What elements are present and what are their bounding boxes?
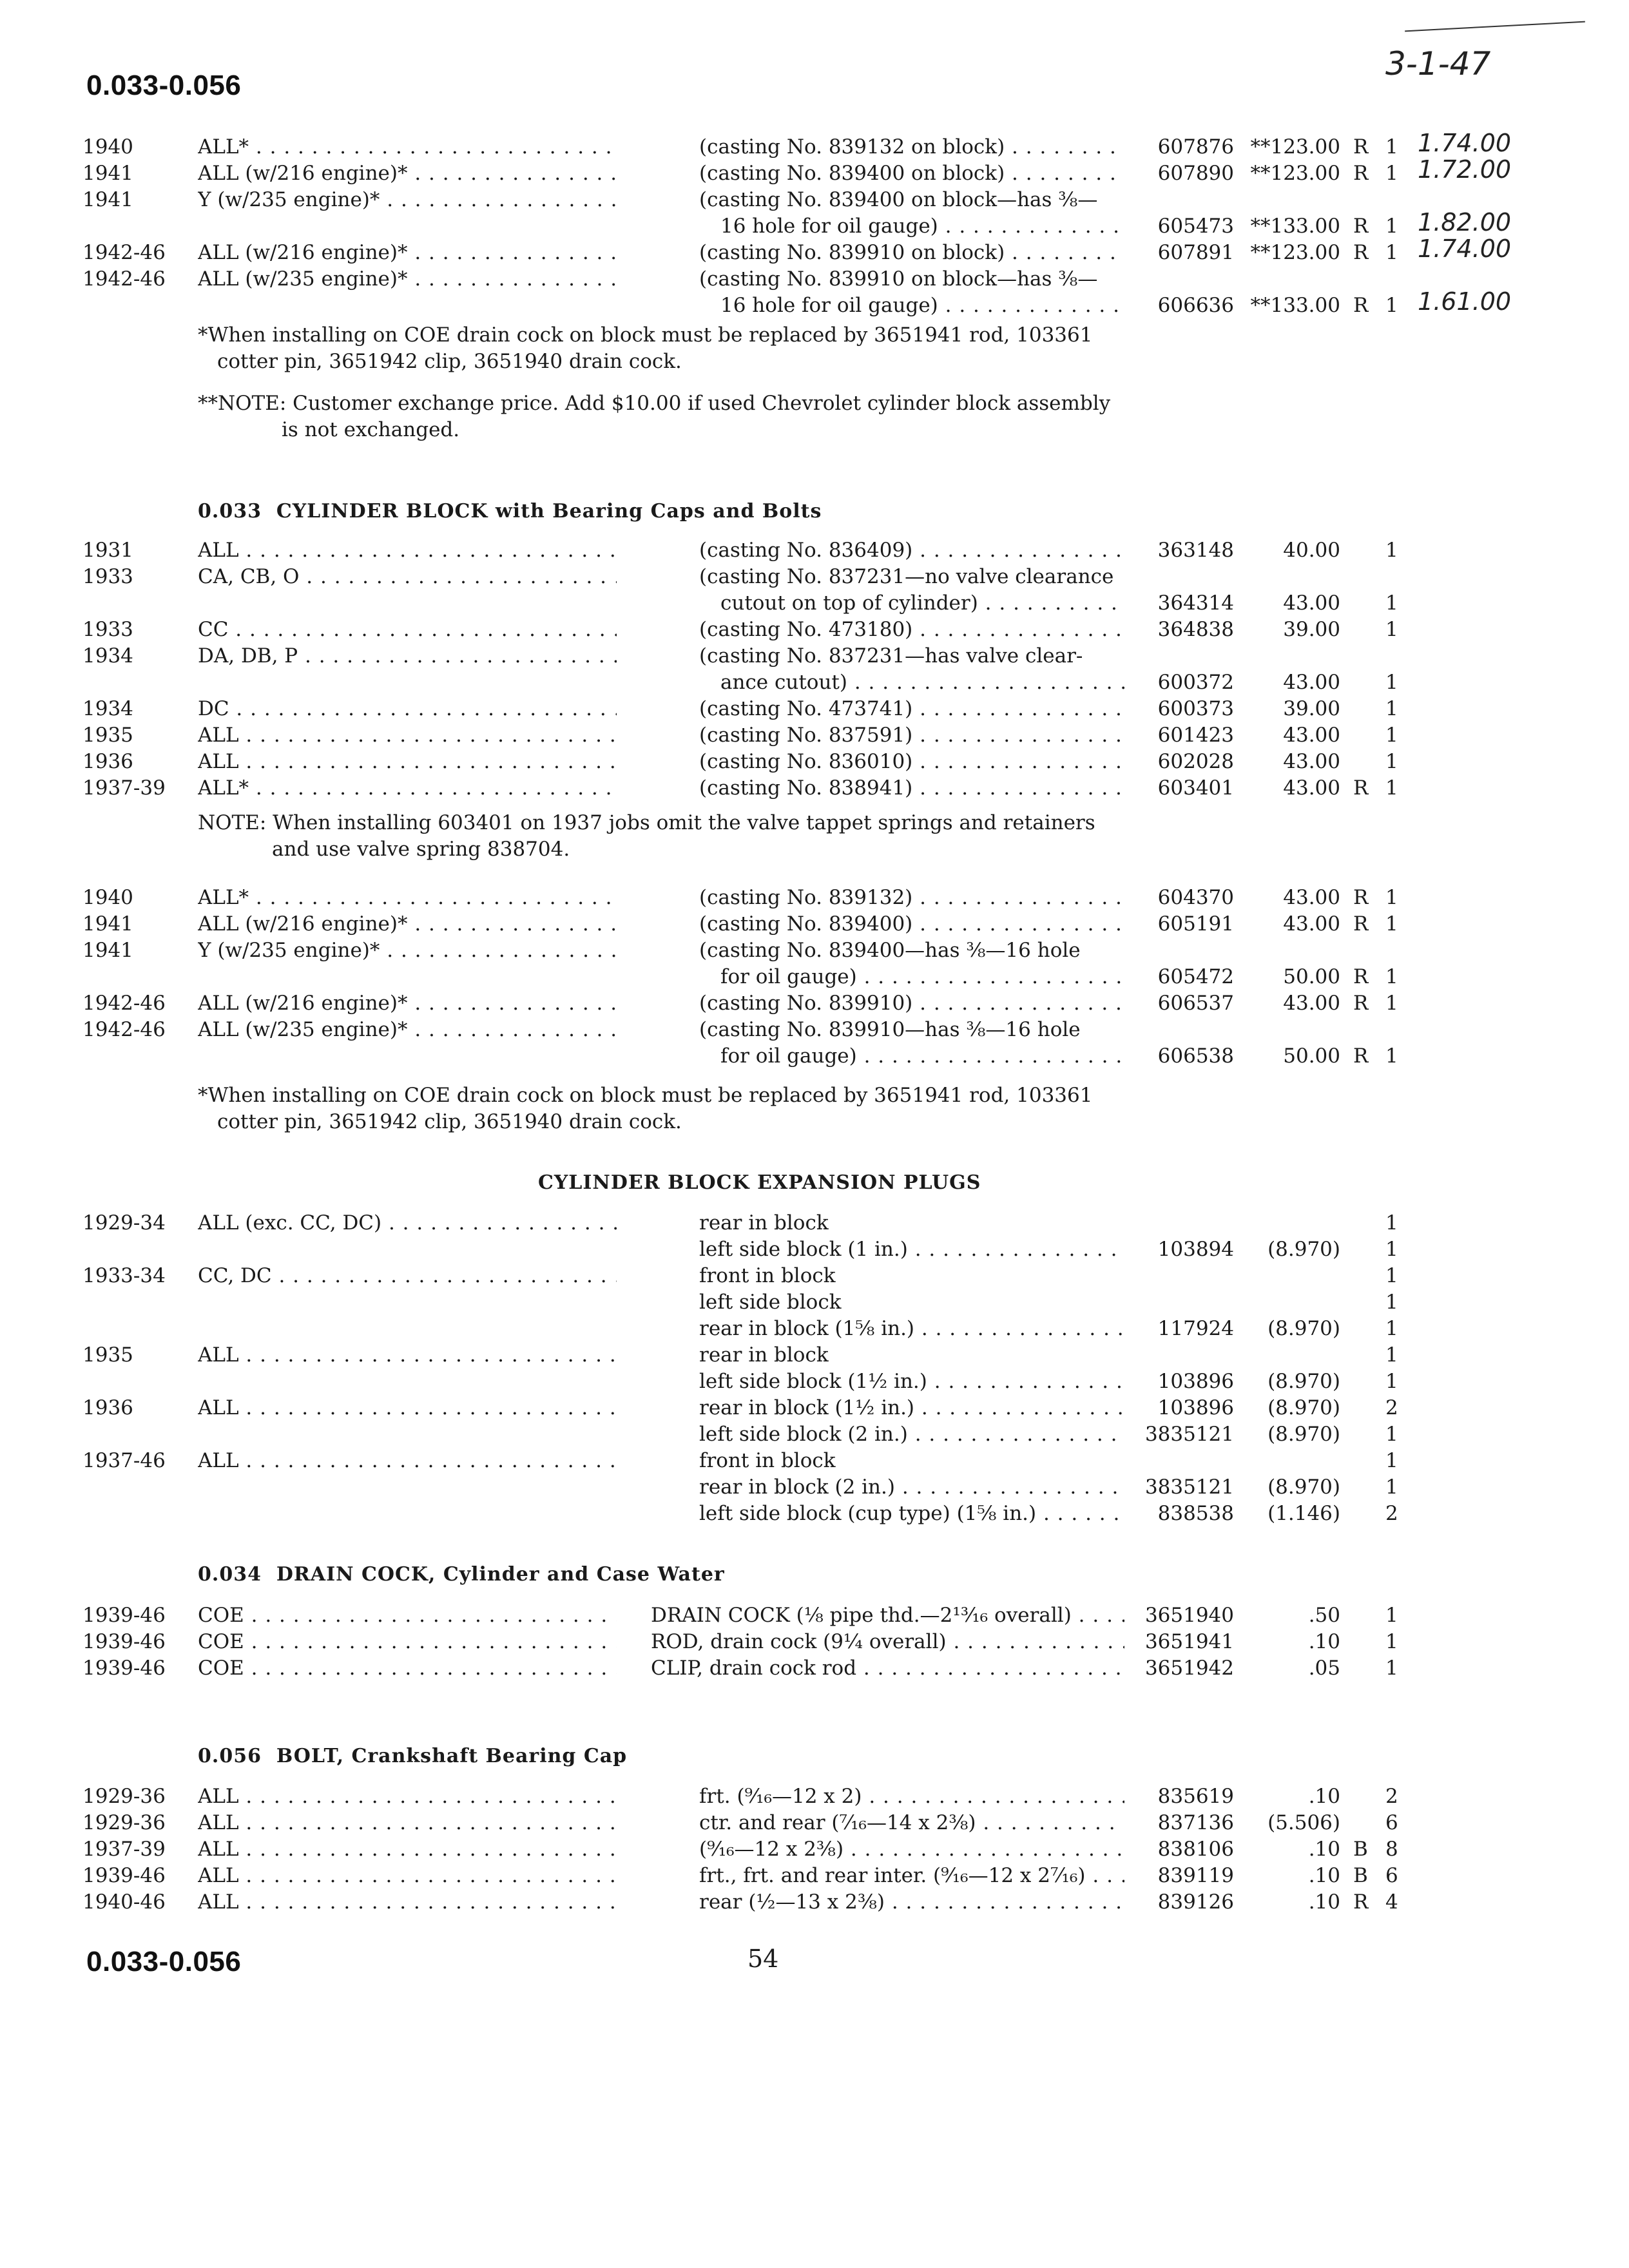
quantity-cell: 1 [1385,671,1398,694]
table-row [0,1017,1629,1043]
handwritten-price: 1.72.00 [1418,155,1512,184]
model-cell: ALL* . . . [198,134,617,160]
table-row [0,964,1629,990]
description-cell: (casting No. 838941) . . . [699,775,1124,802]
quantity-cell: 6 [1385,1864,1398,1887]
table-row [0,1836,1629,1863]
flag-cell: B [1353,1864,1368,1887]
table-row [0,293,1629,319]
quantity-cell: 1 [1385,1604,1398,1627]
model-cell: ALL . . . [198,1889,617,1916]
part-number-cell: 117924 [1157,1317,1234,1340]
part-number-cell: 103896 [1157,1396,1234,1419]
table-row [0,1629,1629,1655]
year-cell: 1936 [82,750,133,773]
part-number-cell: 835619 [1157,1785,1234,1808]
quantity-cell: 1 [1385,215,1398,238]
part-number-cell: 3835121 [1144,1423,1234,1446]
description-cell: rear in block (2 in.) . . . [699,1474,1124,1501]
quantity-cell: 2 [1385,1396,1398,1419]
part-number-cell: 607891 [1157,241,1234,264]
model-cell: Y (w/235 engine)* . . . [198,937,617,964]
part-number-cell: 606538 [1157,1044,1234,1068]
flag-cell: R [1353,135,1369,159]
table-row [0,937,1629,964]
description-cell: ance cutout) . . . [720,669,1124,696]
description-cell: (casting No. 839132) . . . [699,885,1124,911]
quantity-cell: 1 [1385,591,1398,615]
description-cell: (casting No. 836010) . . . [699,749,1124,775]
description-cell: for oil gauge) . . . [720,1043,1124,1070]
table-row [0,911,1629,937]
quantity-cell: 1 [1385,1264,1398,1287]
part-number-cell: 607890 [1157,162,1234,185]
price-cell: 43.00 [1283,750,1340,773]
quantity-cell: 1 [1385,1044,1398,1068]
model-cell: ALL . . . [198,1448,617,1474]
section-056-name: BOLT, Crankshaft Bearing Cap [276,1745,628,1767]
price-cell: 43.00 [1283,671,1340,694]
flag-cell: R [1353,992,1369,1015]
section-034-name: DRAIN COCK, Cylinder and Case Water [276,1563,725,1586]
description-cell: CLIP, drain cock rod . . . [651,1655,1124,1682]
year-cell: 1935 [82,724,133,747]
model-cell: ALL . . . [198,722,617,749]
price-cell: .10 [1308,1864,1340,1887]
part-number-cell: 603401 [1157,776,1234,800]
section-033-title [198,500,822,523]
year-cell: 1941 [82,939,133,962]
note-coe-2: *When installing on COE drain cock on block must be replaced by 3651941 rod, 103361 cotter pin, 3651942 clip, 3651940 drain cock. [198,1084,1093,1133]
quantity-cell: 2 [1385,1502,1398,1525]
flag-cell: R [1353,1890,1369,1914]
quantity-cell: 1 [1385,1475,1398,1499]
note-exchange-text: **NOTE: Customer exchange price. Add $10.00 if used Chevrolet cylinder block assembly is not exchanged. [198,392,1111,441]
year-cell: 1937-39 [82,1838,166,1861]
part-number-cell: 364314 [1157,591,1234,615]
table-row [0,885,1629,911]
part-number-cell: 607876 [1157,135,1234,159]
quantity-cell: 1 [1385,618,1398,641]
section-034-title [198,1563,725,1586]
flag-cell: R [1353,1044,1369,1068]
quantity-cell: 4 [1385,1890,1398,1914]
description-cell: frt., frt. and rear inter. (⁹⁄₁₆—12 x 2⁷⁄₁₆) . . . [699,1863,1124,1889]
model-cell: CC, DC . . . [198,1263,617,1289]
price-cell: (1.146) [1268,1502,1340,1525]
price-cell: (5.506) [1268,1811,1340,1834]
handwritten-price: 1.82.00 [1418,208,1512,236]
year-cell: 1929-36 [82,1785,166,1808]
description-cell: (⁹⁄₁₆—12 x 2⅜) . . . [699,1836,1124,1863]
year-cell: 1936 [82,1396,133,1419]
note-exchange [198,390,1132,443]
year-cell: 1931 [82,539,133,562]
price-cell: .10 [1308,1838,1340,1861]
handwritten-stroke [1405,21,1585,32]
price-cell: 39.00 [1283,697,1340,720]
model-cell: ALL* . . . [198,885,617,911]
price-cell: (8.970) [1268,1396,1340,1419]
table-row [0,643,1629,669]
description-cell: front in block [699,1264,836,1287]
price-cell: **123.00 [1250,162,1340,185]
table-row [0,187,1629,213]
quantity-cell: 1 [1385,724,1398,747]
part-number-cell: 605473 [1157,215,1234,238]
description-cell: left side block (1 in.) . . . [699,1236,1124,1263]
section-056-number: 0.056 [198,1745,262,1767]
part-number-cell: 837136 [1157,1811,1234,1834]
model-cell: ALL (w/235 engine)* . . . [198,266,617,293]
price-cell: **123.00 [1250,241,1340,264]
description-cell: rear in block (1⅝ in.) . . . [699,1316,1124,1342]
table-row [0,213,1629,240]
year-cell: 1935 [82,1343,133,1367]
description-cell: (casting No. 839910—has ⅜—16 hole [699,1018,1081,1041]
table-row [0,1448,1629,1474]
model-cell: ALL* . . . [198,775,617,802]
quantity-cell: 1 [1385,886,1398,909]
model-cell: DC . . . [198,696,617,722]
model-cell: ALL . . . [198,1342,617,1369]
section-034-number: 0.034 [198,1563,262,1586]
model-cell: ALL . . . [198,1783,617,1810]
quantity-cell: 6 [1385,1811,1398,1834]
quantity-cell: 1 [1385,1238,1398,1261]
quantity-cell: 1 [1385,912,1398,936]
section-plugs-title: CYLINDER BLOCK EXPANSION PLUGS [538,1171,981,1194]
price-cell: .10 [1308,1785,1340,1808]
table-row [0,1421,1629,1448]
year-cell: 1942-46 [82,267,166,291]
year-cell: 1941 [82,188,133,211]
page-number: 54 [747,1945,779,1973]
description-cell: (casting No. 839400) . . . [699,911,1124,937]
table-row [0,266,1629,293]
section-056-title [198,1745,627,1767]
table-row [0,990,1629,1017]
table-row [0,696,1629,722]
table-row [0,1602,1629,1629]
part-number-cell: 600373 [1157,697,1234,720]
table-row [0,1863,1629,1889]
table-row [0,1210,1629,1236]
model-cell: ALL (w/216 engine)* . . . [198,911,617,937]
year-cell: 1937-46 [82,1449,166,1472]
table-row [0,1043,1629,1070]
description-cell: (casting No. 839400—has ⅜—16 hole [699,939,1081,962]
note-603401-text: NOTE: When installing 603401 on 1937 jobs omit the valve tappet springs and retainers and use valve spring 838704. [198,811,1095,861]
price-cell: .05 [1308,1657,1340,1680]
table-row [0,669,1629,696]
quantity-cell: 1 [1385,965,1398,988]
model-cell: ALL (w/235 engine)* . . . [198,1017,617,1043]
handwritten-price: 1.74.00 [1418,235,1512,263]
quantity-cell: 8 [1385,1838,1398,1861]
year-cell: 1940-46 [82,1890,166,1914]
description-cell: cutout on top of cylinder) . . . [720,590,1124,617]
description-cell: 16 hole for oil gauge) . . . [720,293,1124,319]
description-cell: left side block (1½ in.) . . . [699,1369,1124,1395]
model-cell: COE . . . [198,1602,617,1629]
price-cell: 43.00 [1283,886,1340,909]
table-row [0,1783,1629,1810]
description-cell: (casting No. 473180) . . . [699,617,1124,643]
price-cell: 43.00 [1283,992,1340,1015]
quantity-cell: 1 [1385,1291,1398,1314]
flag-cell: R [1353,965,1369,988]
part-number-cell: 103894 [1157,1238,1234,1261]
part-number-cell: 601423 [1157,724,1234,747]
part-number-cell: 103896 [1157,1370,1234,1393]
quantity-cell: 1 [1385,1370,1398,1393]
table-row [0,1342,1629,1369]
quantity-cell: 1 [1385,697,1398,720]
handwritten-price: 1.61.00 [1418,287,1512,316]
model-cell: COE . . . [198,1655,617,1682]
part-number-cell: 605191 [1157,912,1234,936]
year-cell: 1939-46 [82,1864,166,1887]
price-cell: .10 [1308,1630,1340,1653]
year-cell: 1939-46 [82,1657,166,1680]
description-cell: (casting No. 839910) . . . [699,990,1124,1017]
quantity-cell: 1 [1385,241,1398,264]
flag-cell: R [1353,912,1369,936]
note-603401 [198,810,1132,863]
running-head-bottom: 0.033-0.056 [86,1946,242,1977]
table-row [0,1263,1629,1289]
description-cell: (casting No. 837591) . . . [699,722,1124,749]
quantity-cell: 1 [1385,135,1398,159]
description-cell: for oil gauge) . . . [720,964,1124,990]
model-cell: ALL (w/216 engine)* . . . [198,990,617,1017]
description-cell: rear in block [699,1211,829,1235]
table-row [0,749,1629,775]
price-cell: .50 [1308,1604,1340,1627]
description-cell: (casting No. 839132 on block) . . . [699,134,1124,160]
description-cell: (casting No. 837231—has valve clear- [699,644,1083,668]
section-033-number: 0.033 [198,500,262,523]
description-cell: ctr. and rear (⁷⁄₁₆—14 x 2⅜) . . . [699,1810,1124,1836]
part-number-cell: 838106 [1157,1838,1234,1861]
model-cell: ALL (w/216 engine)* . . . [198,240,617,266]
running-head-top: 0.033-0.056 [86,70,242,101]
description-cell: (casting No. 837231—no valve clearance [699,565,1114,588]
quantity-cell: 1 [1385,1211,1398,1235]
model-cell: CA, CB, O . . . [198,564,617,590]
table-row [0,1289,1629,1316]
part-number-cell: 602028 [1157,750,1234,773]
description-cell: (casting No. 839910 on block—has ⅜— [699,267,1098,291]
price-cell: 39.00 [1283,618,1340,641]
price-cell: (8.970) [1268,1317,1340,1340]
year-cell: 1933 [82,565,133,588]
description-cell: (casting No. 836409) . . . [699,537,1124,564]
part-number-cell: 3835121 [1144,1475,1234,1499]
price-cell: **123.00 [1250,135,1340,159]
model-cell: DA, DB, P . . . [198,643,617,669]
quantity-cell: 1 [1385,1317,1398,1340]
description-cell: left side block (2 in.) . . . [699,1421,1124,1448]
quantity-cell: 1 [1385,1657,1398,1680]
price-cell: (8.970) [1268,1238,1340,1261]
year-cell: 1934 [82,697,133,720]
year-cell: 1942-46 [82,992,166,1015]
part-number-cell: 604370 [1157,886,1234,909]
flag-cell: B [1353,1838,1368,1861]
model-cell: ALL . . . [198,1810,617,1836]
part-number-cell: 606537 [1157,992,1234,1015]
description-cell: ROD, drain cock (9¼ overall) . . . [651,1629,1124,1655]
description-cell: (casting No. 473741) . . . [699,696,1124,722]
model-cell: ALL (exc. CC, DC) . . . [198,1210,617,1236]
model-cell: Y (w/235 engine)* . . . [198,187,617,213]
part-number-cell: 364838 [1157,618,1234,641]
year-cell: 1942-46 [82,241,166,264]
flag-cell: R [1353,294,1369,317]
table-row [0,1889,1629,1916]
model-cell: ALL . . . [198,1836,617,1863]
table-row [0,564,1629,590]
year-cell: 1940 [82,135,133,159]
quantity-cell: 1 [1385,539,1398,562]
table-row [0,1501,1629,1527]
part-number-cell: 3651941 [1144,1630,1234,1653]
price-cell: 43.00 [1283,591,1340,615]
quantity-cell: 1 [1385,1630,1398,1653]
table-row [0,617,1629,643]
description-cell: rear in block [699,1343,829,1367]
table-row [0,775,1629,802]
price-cell: (8.970) [1268,1423,1340,1446]
year-cell: 1940 [82,886,133,909]
year-cell: 1933-34 [82,1264,166,1287]
description-cell: left side block [699,1291,842,1314]
part-number-cell: 838538 [1157,1502,1234,1525]
part-number-cell: 605472 [1157,965,1234,988]
table-row [0,240,1629,266]
year-cell: 1941 [82,162,133,185]
description-cell: front in block [699,1449,836,1472]
note-coe-1: *When installing on COE drain cock on block must be replaced by 3651941 rod, 103361 cotter pin, 3651942 clip, 3651940 drain cock. [198,323,1093,373]
price-cell: .10 [1308,1890,1340,1914]
quantity-cell: 1 [1385,992,1398,1015]
description-cell: (casting No. 839400 on block—has ⅜— [699,188,1098,211]
model-cell: COE . . . [198,1629,617,1655]
table-row [0,1316,1629,1342]
price-cell: 50.00 [1283,1044,1340,1068]
price-cell: (8.970) [1268,1475,1340,1499]
part-number-cell: 606636 [1157,294,1234,317]
quantity-cell: 1 [1385,294,1398,317]
description-cell: DRAIN COCK (⅛ pipe thd.—2¹³⁄₁₆ overall) . . . [651,1602,1124,1629]
year-cell: 1929-36 [82,1811,166,1834]
section-033-name: CYLINDER BLOCK with Bearing Caps and Bolts [276,500,822,523]
table-row [0,1655,1629,1682]
table-row [0,722,1629,749]
year-cell: 1929-34 [82,1211,166,1235]
description-cell: frt. (⁹⁄₁₆—12 x 2) . . . [699,1783,1124,1810]
part-number-cell: 363148 [1157,539,1234,562]
price-cell: (8.970) [1268,1370,1340,1393]
quantity-cell: 1 [1385,750,1398,773]
model-cell: ALL (w/216 engine)* . . . [198,160,617,187]
table-row [0,160,1629,187]
year-cell: 1933 [82,618,133,641]
price-cell: 43.00 [1283,724,1340,747]
description-cell: 16 hole for oil gauge) . . . [720,213,1124,240]
quantity-cell: 1 [1385,1423,1398,1446]
part-number-cell: 839119 [1157,1864,1234,1887]
quantity-cell: 1 [1385,1343,1398,1367]
table-row [0,590,1629,617]
part-number-cell: 839126 [1157,1890,1234,1914]
year-cell: 1934 [82,644,133,668]
model-cell: ALL . . . [198,1863,617,1889]
model-cell: ALL . . . [198,749,617,775]
year-cell: 1939-46 [82,1630,166,1653]
flag-cell: R [1353,241,1369,264]
year-cell: 1937-39 [82,776,166,800]
model-cell: ALL . . . [198,1395,617,1421]
flag-cell: R [1353,162,1369,185]
description-cell: rear in block (1½ in.) . . . [699,1395,1124,1421]
year-cell: 1941 [82,912,133,936]
quantity-cell: 1 [1385,162,1398,185]
description-cell: (casting No. 839910 on block) . . . [699,240,1124,266]
price-cell: **133.00 [1250,215,1340,238]
table-row [0,1236,1629,1263]
description-cell: rear (½—13 x 2⅜) . . . [699,1889,1124,1916]
quantity-cell: 1 [1385,1449,1398,1472]
price-cell: **133.00 [1250,294,1340,317]
part-number-cell: 3651942 [1144,1657,1234,1680]
price-cell: 43.00 [1283,912,1340,936]
table-row [0,1474,1629,1501]
flag-cell: R [1353,215,1369,238]
year-cell: 1942-46 [82,1018,166,1041]
table-row [0,1395,1629,1421]
description-cell: (casting No. 839400 on block) . . . [699,160,1124,187]
flag-cell: R [1353,776,1369,800]
model-cell: CC . . . [198,617,617,643]
description-cell: left side block (cup type) (1⅝ in.) . . . [699,1501,1124,1527]
flag-cell: R [1353,886,1369,909]
part-number-cell: 600372 [1157,671,1234,694]
table-row [0,537,1629,564]
model-cell: ALL . . . [198,537,617,564]
quantity-cell: 1 [1385,776,1398,800]
price-cell: 43.00 [1283,776,1340,800]
table-row [0,1810,1629,1836]
table-row [0,134,1629,160]
quantity-cell: 2 [1385,1785,1398,1808]
price-cell: 50.00 [1283,965,1340,988]
handwritten-date: 3-1-47 [1385,45,1491,82]
handwritten-price: 1.74.00 [1418,129,1512,157]
table-row [0,1369,1629,1395]
year-cell: 1939-46 [82,1604,166,1627]
price-cell: 40.00 [1283,539,1340,562]
part-number-cell: 3651940 [1144,1604,1234,1627]
